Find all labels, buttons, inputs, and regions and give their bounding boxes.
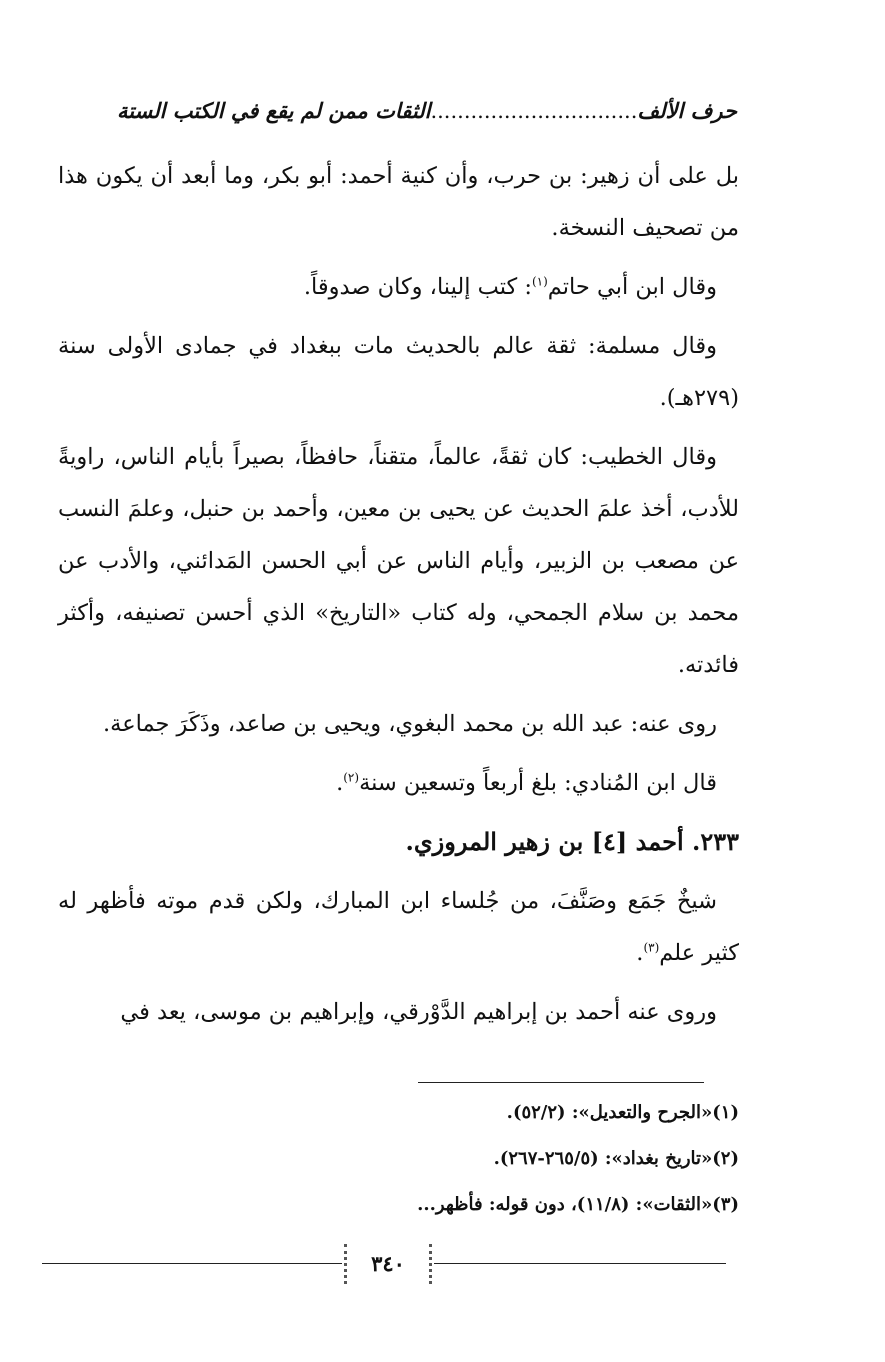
footnote-ref-1[interactable]: (١): [531, 274, 548, 289]
sheikh-text-end: .: [636, 940, 644, 966]
footnote-divider: [418, 1082, 704, 1083]
paragraph-khatib: وقال الخطيب: كان ثقةً، عالماً، متقناً، حافظاً، بصيراً بأيام الناس، راويةً للأدب، أخذ علمَ الحديث عن يحيى بن معين، وأحمد بن حنبل، وعلمَ النسب عن مصعب بن الزبير، وأيام الناس عن أبي الحسن المَدائني، والأدب عن محمد بن سلام الجمحي، وله كتاب «التاريخ» الذي أحسن تصنيفه، وأكثر فائدته.: [58, 444, 739, 678]
footnotes: [300, 1094, 739, 1232]
footnote-3: (٣)«الثقات»: (١١/٨)، دون قوله: فأظهر...: [417, 1194, 739, 1215]
paragraph-continuation: بل على أن زهير: بن حرب، وأن كنية أحمد: أبو بكر، وما أبعد أن يكون هذا من تصحيف النسخة.: [58, 163, 739, 241]
paragraph-abi-hatim: [58, 261, 739, 313]
footer-rule-right: [434, 1263, 726, 1264]
footnote-ref-3[interactable]: (٣): [643, 940, 660, 955]
footer-rule-left: [42, 1263, 342, 1264]
header-dots: ...............................: [430, 99, 638, 123]
footnote-1: (١)«الجرح والتعديل»: (٥٢/٢).: [506, 1102, 739, 1123]
paragraph-narrated-by: وروى عنه أحمد بن إبراهيم الدَّوْرقي، وإبراهيم بن موسى، يعد في: [120, 999, 717, 1025]
abi-hatim-text-end: : كتب إلينا، وكان صدوقاً.: [303, 274, 532, 300]
footnote-2: (٢)«تاريخ بغداد»: (٢٦٥/٥-٢٦٧).: [493, 1148, 739, 1169]
header-chapter: حرف الألف: [637, 98, 737, 123]
munadi-text-end: .: [336, 770, 344, 796]
paragraph-sheikh: [58, 875, 739, 979]
paragraph-narrators: روى عنه: عبد الله بن محمد البغوي، ويحيى بن صاعد، وذَكَرَ جماعة.: [102, 711, 717, 737]
abi-hatim-text: وقال ابن أبي حاتم: [547, 274, 717, 300]
entry-name: أحمد [٤] بن زهير المروزي.: [405, 827, 684, 856]
paragraph-maslama: وقال مسلمة: ثقة عالم بالحديث مات ببغداد في جمادى الأولى سنة (٢٧٩هـ).: [58, 333, 739, 411]
munadi-text: قال ابن المُنادي: بلغ أربعاً وتسعين سنة: [359, 770, 717, 796]
page-body: [58, 150, 739, 1045]
page-number: ٣٤٠: [344, 1244, 432, 1284]
paragraph-munadi: [58, 757, 739, 809]
entry-number: ٢٣٣.: [691, 827, 739, 856]
header-book-title: الثقات ممن لم يقع في الكتب الستة: [116, 98, 431, 123]
entry-heading: [58, 816, 739, 868]
sheikh-text: شيخٌ جَمَع وصَنَّفَ، من جُلساء ابن المبارك، ولكن قدم موته فأظهر له كثير علم: [58, 888, 739, 966]
running-header: [75, 96, 737, 126]
footnote-ref-2[interactable]: (٢): [343, 770, 360, 785]
